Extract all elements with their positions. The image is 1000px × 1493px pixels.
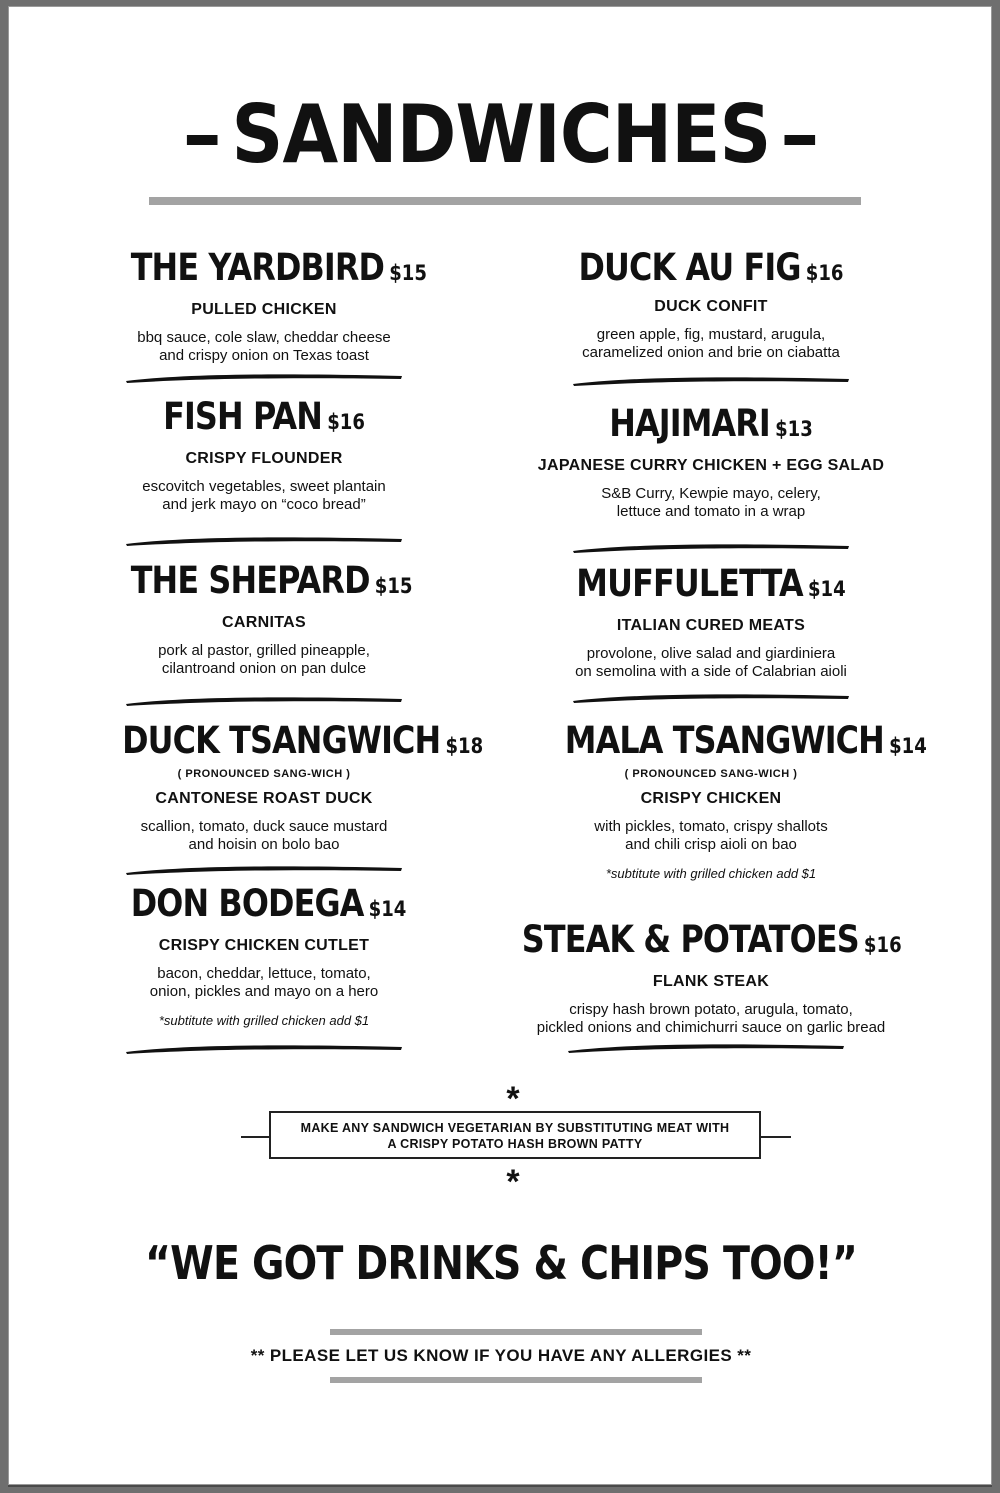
menu-title: SANDWICHES	[58, 85, 944, 185]
pronunciation-note: ( PRONOUNCED SANG-WICH )	[177, 768, 351, 780]
item-description: scallion, tomato, duck sauce mustard and hoisin on bolo bao	[140, 818, 388, 853]
item-description: escovitch vegetables, sweet plantain and jerk mayo on “coco bread”	[142, 478, 386, 513]
item-price: $13	[775, 417, 813, 441]
title-divider	[149, 197, 861, 205]
substitution-note: *subtitute with grilled chicken add $1	[158, 1013, 370, 1028]
item-name: DUCK TSANGWICH $18	[122, 719, 484, 762]
box-line-right	[761, 1136, 791, 1138]
brush-divider	[571, 542, 851, 554]
item-name: DON BODEGA $14	[130, 882, 407, 925]
brush-divider	[124, 1043, 404, 1055]
item-subtitle: JAPANESE CURRY CHICKEN + EGG SALAD	[537, 457, 885, 474]
item-name: DUCK AU FIG $16	[578, 246, 844, 289]
item-name: FISH PAN $16	[163, 395, 365, 438]
page-shadow	[8, 1485, 992, 1487]
item-price: $14	[368, 897, 407, 921]
title-dash-right	[785, 135, 816, 145]
brush-divider	[124, 372, 404, 384]
pronunciation-note: ( PRONOUNCED SANG-WICH )	[624, 768, 798, 780]
item-subtitle: DUCK CONFIT	[654, 298, 768, 315]
item-name: MUFFULETTA $14	[576, 562, 846, 605]
item-description: green apple, fig, mustard, arugula, caramelized onion and brie on ciabatta	[582, 326, 840, 361]
menu-item-steak-and-potatoes	[491, 919, 931, 1037]
item-subtitle: ITALIAN CURED MEATS	[616, 617, 806, 634]
item-description: with pickles, tomato, crispy shallots and chili crisp aioli on bao	[594, 818, 828, 853]
menu-item-mala-tsangwich	[541, 719, 927, 882]
item-price: $14	[807, 577, 846, 601]
box-line-left	[241, 1136, 269, 1138]
item-subtitle: CRISPY FLOUNDER	[185, 450, 343, 467]
menu-item-the-shepard	[109, 560, 419, 678]
title-dash-left	[187, 135, 218, 145]
menu-item-don-bodega	[109, 883, 419, 1029]
menu-item-duck-tsangwich	[99, 719, 484, 854]
asterisk-icon: *	[506, 1163, 520, 1201]
item-name: STEAK & POTATOES $16	[521, 918, 902, 961]
item-subtitle: FLANK STEAK	[652, 973, 770, 990]
item-price: $14	[889, 734, 927, 758]
menu-item-duck-au-fig	[541, 247, 881, 362]
allergy-rule-bottom	[330, 1377, 702, 1383]
brush-divider	[124, 695, 404, 707]
brush-divider	[124, 535, 404, 547]
brush-divider	[124, 864, 404, 876]
asterisk-icon: *	[506, 1080, 520, 1118]
substitution-note: *subtitute with grilled chicken add $1	[605, 866, 817, 881]
item-subtitle: PULLED CHICKEN	[191, 301, 337, 318]
item-name: THE YARDBIRD $15	[130, 246, 427, 289]
item-price: $15	[374, 574, 413, 598]
vegetarian-notice: MAKE ANY SANDWICH VEGETARIAN BY SUBSTITUTING MEAT WITH A CRISPY POTATO HASH BROWN PATTY	[269, 1111, 761, 1159]
menu-item-the-yardbird	[109, 246, 427, 365]
allergy-notice: ** PLEASE LET US KNOW IF YOU HAVE ANY ALLERGIES **	[250, 1346, 752, 1365]
item-name: MALA TSANGWICH $14	[564, 719, 927, 762]
item-price: $16	[863, 933, 902, 957]
menu-page	[8, 6, 992, 1485]
item-name: THE SHEPARD $15	[130, 559, 413, 602]
menu-item-fish-pan	[109, 396, 419, 514]
item-price: $16	[327, 410, 365, 434]
brush-divider	[571, 692, 851, 704]
item-price: $15	[389, 261, 427, 285]
item-description: S&B Curry, Kewpie mayo, celery, lettuce and tomato in a wrap	[601, 485, 821, 520]
item-subtitle: CRISPY CHICKEN	[640, 790, 782, 807]
item-subtitle: CRISPY CHICKEN CUTLET	[158, 937, 370, 954]
item-description: pork al pastor, grilled pineapple, cilantroand onion on pan dulce	[158, 642, 370, 677]
brush-divider	[571, 375, 851, 387]
brush-divider	[566, 1042, 846, 1054]
menu-item-muffuletta	[531, 563, 891, 681]
item-name: HAJIMARI $13	[609, 402, 813, 445]
item-subtitle: CANTONESE ROAST DUCK	[155, 790, 373, 807]
item-description: bbq sauce, cole slaw, cheddar cheese and crispy onion on Texas toast	[137, 329, 391, 364]
item-subtitle: CARNITAS	[222, 614, 306, 631]
item-description: crispy hash brown potato, arugula, tomato, pickled onions and chimichurri sauce on garlic bread	[536, 1001, 886, 1036]
item-price: $16	[805, 261, 844, 285]
item-description: bacon, cheddar, lettuce, tomato, onion, pickles and mayo on a hero	[149, 965, 379, 1000]
allergy-rule-top	[330, 1329, 702, 1335]
item-description: provolone, olive salad and giardiniera on semolina with a side of Calabrian aioli	[575, 645, 847, 680]
drinks-chips-banner: “WE GOT DRINKS & CHIPS TOO!”	[145, 1236, 857, 1290]
menu-item-hajimari	[521, 403, 901, 521]
item-price: $18	[445, 734, 484, 758]
